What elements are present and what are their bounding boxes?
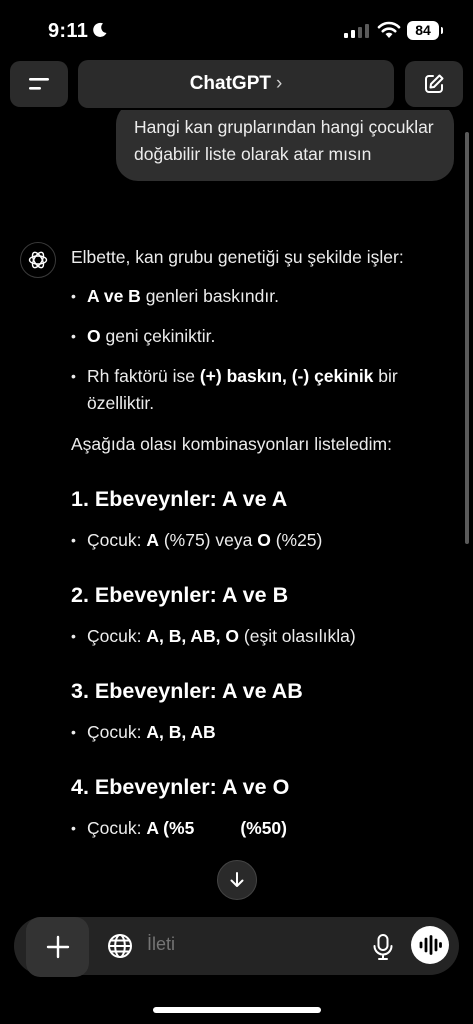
status-bar [0, 0, 473, 60]
list-item [71, 623, 441, 650]
user-message-bubble: Hangi kan gruplarından hangi çocuklar doğabilir liste olarak atar mısın [116, 110, 454, 181]
globe-icon [106, 932, 134, 960]
section-list [71, 527, 441, 554]
cellular-signal-icon [344, 24, 370, 38]
section-list [71, 719, 441, 746]
arrow-down-icon [228, 871, 246, 889]
list-item-text: (%75) veya [158, 530, 258, 550]
status-time: 9:11 [48, 20, 89, 42]
list-item-text: geni çekiniktir. [100, 326, 216, 346]
list-item [71, 527, 441, 554]
voice-mode-button[interactable] [411, 926, 449, 964]
list-item-text: Rh faktörü ise [87, 366, 200, 386]
top-bar [0, 60, 473, 110]
section-1 [71, 484, 441, 554]
bold-text: A, B, AB, O [146, 626, 240, 646]
assistant-intro: Elbette, kan grubu genetiği şu şekilde işler: [71, 247, 404, 267]
model-selector-button[interactable] [78, 60, 394, 108]
bold-text: O [87, 326, 101, 346]
conversation-area[interactable] [0, 110, 473, 916]
section-2 [71, 580, 441, 650]
bold-text: A (%5 [146, 818, 195, 838]
list-item-text: Çocuk: [87, 722, 147, 742]
menu-button[interactable] [10, 61, 68, 107]
assistant-avatar [20, 242, 56, 278]
section-3 [71, 676, 441, 746]
chevron-right-icon: › [275, 73, 283, 94]
battery-indicator: 84 [407, 21, 439, 40]
section-heading: 3. Ebeveynler: A ve AB [71, 679, 303, 703]
app-title: ChatGPT [189, 73, 271, 94]
voice-waveform-icon [418, 935, 442, 955]
list-item [71, 283, 441, 310]
list-item [71, 815, 441, 842]
openai-logo-icon [27, 249, 49, 271]
section-list [71, 623, 441, 650]
list-item-text: bir özelliktir. [87, 366, 398, 413]
list-item [71, 719, 441, 746]
message-input[interactable] [147, 934, 347, 955]
list-item [71, 323, 441, 350]
section-heading: 4. Ebeveynler: A ve O [71, 775, 290, 799]
mic-icon [372, 933, 394, 961]
list-item-text: (%25) [270, 530, 323, 550]
list-item-text: genleri baskındır. [140, 286, 279, 306]
section-heading: 2. Ebeveynler: A ve B [71, 583, 289, 607]
rules-list [71, 283, 441, 417]
assistant-message [71, 244, 441, 855]
list-item [71, 363, 441, 417]
bold-text: (%50) [240, 818, 287, 838]
list-item-text: Çocuk: [87, 818, 147, 838]
bold-text: (+) baskın, (-) çekinik [199, 366, 374, 386]
scrollbar[interactable] [465, 132, 469, 544]
section-heading: 1. Ebeveynler: A ve A [71, 487, 288, 511]
bold-text: A, B, AB [146, 722, 216, 742]
section-list [71, 815, 441, 842]
list-item-text: Çocuk: [87, 530, 147, 550]
home-indicator[interactable] [153, 1007, 321, 1013]
plus-icon [46, 935, 70, 959]
new-chat-button[interactable] [405, 61, 463, 107]
section-4 [71, 772, 441, 842]
assistant-intro-2: Aşağıda olası kombinasyonları listeledim: [71, 434, 392, 454]
attach-button[interactable] [26, 917, 89, 977]
bold-text: O [257, 530, 271, 550]
bold-text: A ve B [87, 286, 141, 306]
scroll-to-bottom-button[interactable] [217, 860, 257, 900]
moon-icon [92, 22, 108, 38]
list-item-text: (eşit olasılıkla) [239, 626, 356, 646]
menu-icon [27, 76, 51, 92]
dictate-button[interactable] [372, 933, 394, 966]
wifi-icon [377, 21, 401, 39]
compose-icon [422, 72, 446, 96]
bold-text: A [146, 530, 159, 550]
search-web-button[interactable] [106, 932, 134, 965]
list-item-text: Çocuk: [87, 626, 147, 646]
